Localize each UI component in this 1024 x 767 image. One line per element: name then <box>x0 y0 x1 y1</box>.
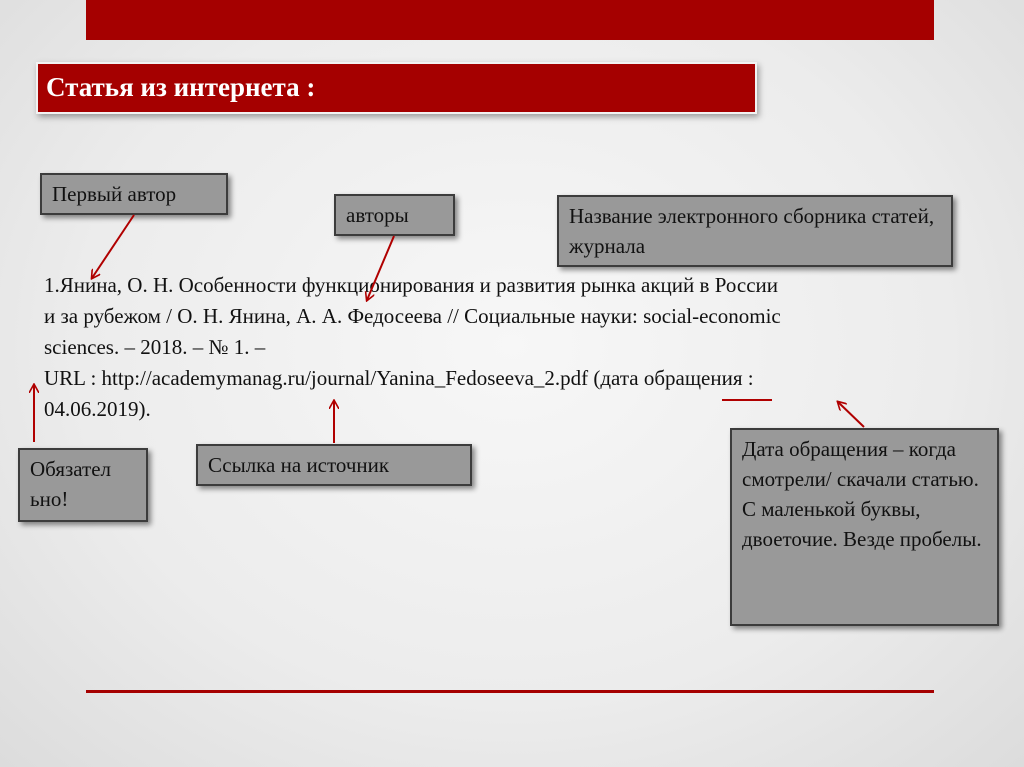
note-access-date-text: Дата обращения – когда смотрели/ скачали статью. С маленькой буквы, двоеточие. Везде пробелы. <box>742 437 982 551</box>
note-mandatory-line-2: ьно! <box>30 487 69 511</box>
arrow-first-author <box>92 215 134 278</box>
note-mandatory-line-1: Обязател <box>30 457 112 481</box>
arrow-authors <box>367 236 394 300</box>
note-collection-name-text: Название электронного сборника статей, журнала <box>569 204 935 258</box>
bottom-accent-line <box>86 690 934 693</box>
note-source-link-text: Ссылка на источник <box>208 453 390 477</box>
slide-title: Статья из интернета : <box>46 72 316 102</box>
citation-line-3: sciences. – 2018. – № 1. – <box>44 335 266 359</box>
citation-line-5: 04.06.2019). <box>44 397 151 421</box>
citation-line-1: 1.Янина, О. Н. Особенности функционирования и развития рынка акций в России <box>44 273 778 297</box>
arrow-access-date <box>838 402 864 427</box>
note-authors-text: авторы <box>346 203 409 227</box>
note-first-author-text: Первый автор <box>52 182 177 206</box>
citation-line-2: и за рубежом / О. Н. Янина, А. А. Федосеева // Социальные науки: social-economic <box>44 304 781 328</box>
citation-line-4: URL : http://academymanag.ru/journal/Yanina_Fedoseeva_2.pdf (дата обращения : <box>44 366 754 390</box>
